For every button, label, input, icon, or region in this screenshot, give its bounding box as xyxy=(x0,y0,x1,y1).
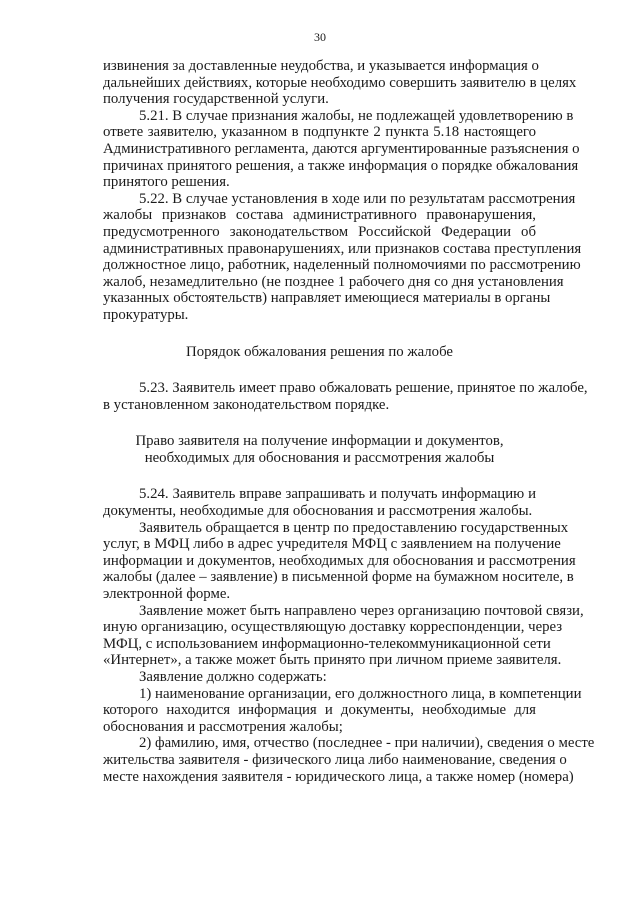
heading-line: Порядок обжалования решения по жалобе xyxy=(186,343,453,360)
text-line: причинах принятого решения, а также информация о порядке обжалования xyxy=(103,157,579,174)
text-line: жалоб, незамедлительно (не позднее 1 рабочего дня со дня установления xyxy=(103,273,564,290)
text-line: обоснования и рассмотрения жалобы; xyxy=(103,718,343,735)
text-line: месте нахождения заявителя - юридического лица, а также номер (номера) xyxy=(103,768,574,785)
text-line: 1) наименование организации, его должностного лица, в компетенции xyxy=(139,685,582,702)
section-heading-rights xyxy=(103,433,536,466)
text-line: документы, необходимые для обоснования и рассмотрения жалобы. xyxy=(103,503,533,520)
text-line: 2) фамилию, имя, отчество (последнее - при наличии), сведения о месте xyxy=(139,735,595,752)
text-line: 5.23. Заявитель имеет право обжаловать решение, принятое по жалобе, xyxy=(139,380,588,397)
paragraph-applicant-request xyxy=(103,519,576,603)
text-line: Заявитель обращается в центр по предоставлению государственных xyxy=(139,519,569,536)
text-line: МФЦ, с использованием информационно-телекоммуникационной сети xyxy=(103,635,551,652)
text-line: извинения за доставленные неудобства, и указывается информация о xyxy=(103,58,539,74)
heading-line: Право заявителя на получение информации и документов, xyxy=(135,433,504,450)
text-line: услуг, в МФЦ либо в адрес учредителя МФЦ с заявлением на получение xyxy=(103,536,561,553)
list-item-1 xyxy=(103,685,582,736)
text-line: предусмотренного законодательством Российской Федерации об xyxy=(103,223,536,240)
list-item-2 xyxy=(103,735,595,785)
paragraph-5-22 xyxy=(103,190,582,324)
text-line: получения государственной услуги. xyxy=(103,91,329,108)
paragraph-5-23 xyxy=(103,380,588,413)
paragraph-submission xyxy=(103,602,584,669)
page-number: 30 xyxy=(314,30,326,44)
text-line: иную организацию, осуществляющую доставку корреспонденции, через xyxy=(103,619,563,636)
text-line: ответе заявителю, указанном в подпункте 2 пункта 5.18 настоящего xyxy=(103,124,536,141)
paragraph-contents-intro xyxy=(103,669,536,686)
paragraph-5-21 xyxy=(103,107,580,191)
text-line: электронной форме. xyxy=(103,586,231,603)
text-line: 5.24. Заявитель вправе запрашивать и получать информацию и xyxy=(139,486,536,503)
text-line: административных правонарушениях, или признаков состава преступления xyxy=(103,240,582,257)
text-line: 5.22. В случае установления в ходе или по результатам рассмотрения xyxy=(139,190,576,207)
text-line: 5.21. В случае признания жалобы, не подлежащей удовлетворению в xyxy=(139,107,574,124)
text-line: «Интернет», а также может быть принято при личном приеме заявителя. xyxy=(103,652,562,669)
text-line: указанных обстоятельств) направляет имеющиеся материалы в органы xyxy=(103,290,551,307)
paragraph-5-24 xyxy=(103,486,536,519)
text-line: прокуратуры. xyxy=(103,306,189,323)
text-line: дальнейших действиях, которые необходимо совершить заявителю в целях xyxy=(103,74,577,91)
text-line: Административного регламента, даются аргументированные разъяснения о xyxy=(103,140,580,157)
text-line: Заявление может быть направлено через организацию почтовой связи, xyxy=(139,602,584,619)
section-heading-appeal xyxy=(103,344,536,361)
text-line: жалобы (далее – заявление) в письменной форме на бумажном носителе, в xyxy=(103,569,574,586)
text-line: Заявление должно содержать: xyxy=(139,669,327,685)
text-line: которого находится информация и документы, необходимые для xyxy=(103,702,536,719)
document-body xyxy=(103,58,595,785)
paragraph-continuation xyxy=(103,58,577,108)
text-line: жительства заявителя - физического лица либо наименование, сведения о xyxy=(103,751,567,768)
heading-line: необходимых для обоснования и рассмотрения жалобы xyxy=(144,449,495,466)
text-line: информации и документов, необходимых для обоснования и рассмотрения xyxy=(103,552,576,569)
text-line: принятого решения. xyxy=(103,174,230,191)
text-line: жалобы признаков состава административного правонарушения, xyxy=(103,207,536,224)
text-line: в установленном законодательством порядке. xyxy=(103,396,390,413)
text-line: должностное лицо, работник, наделенный полномочиями по рассмотрению xyxy=(103,257,581,274)
